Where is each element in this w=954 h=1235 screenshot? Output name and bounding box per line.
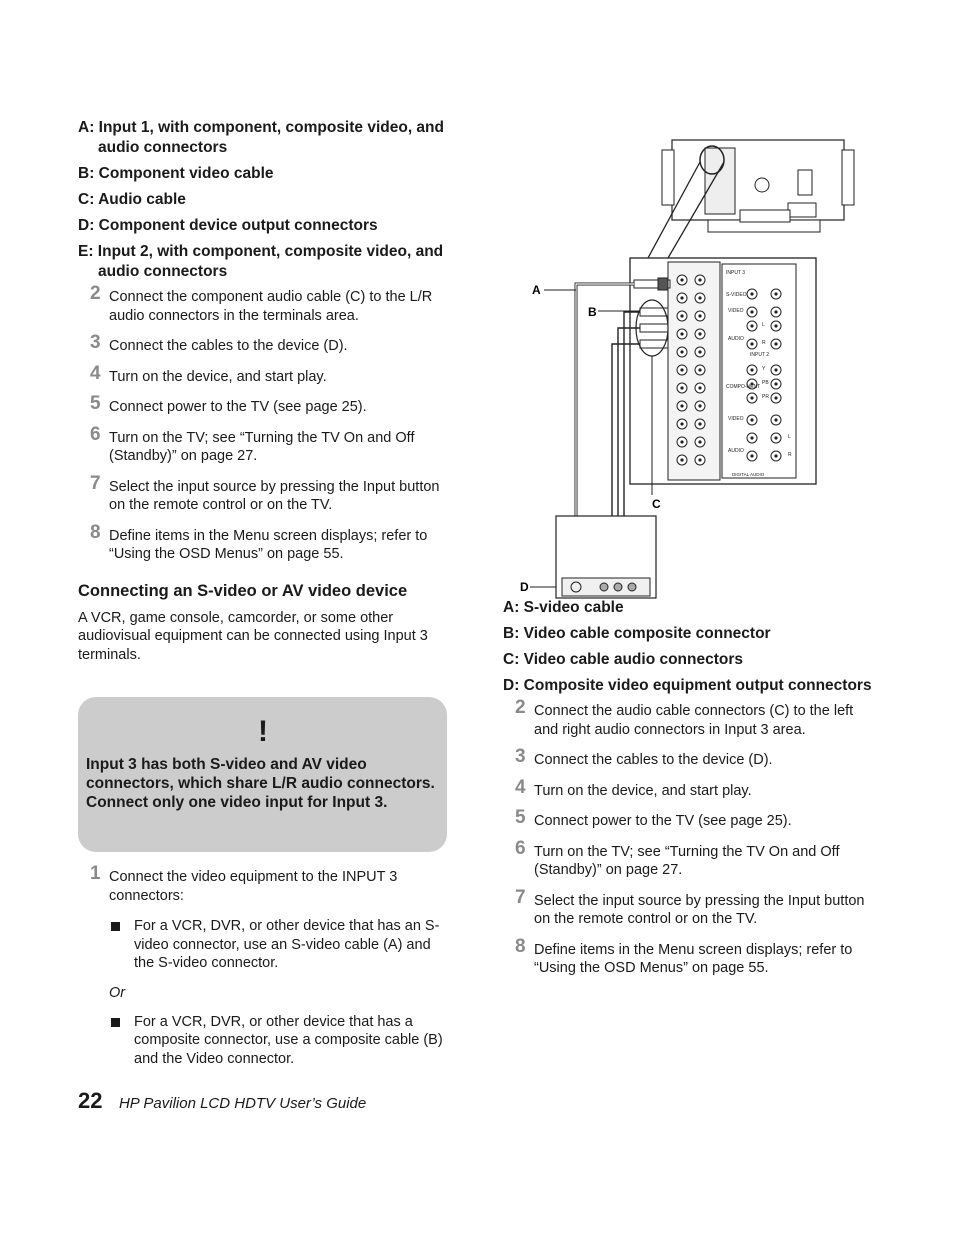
legend-item-b: B: Component video cable: [78, 165, 274, 182]
panel-label: INPUT 3: [726, 270, 746, 276]
jack-center-icon: [698, 440, 701, 443]
bullet-svideo: [78, 917, 450, 973]
jack-center-icon: [698, 458, 701, 461]
bullet-composite: [78, 1013, 450, 1069]
panel-label: PB: [762, 380, 769, 386]
jack-center-icon: [774, 396, 777, 399]
jack-center-icon: [698, 278, 701, 281]
step-text: Define items in the Menu screen displays; refer to “Using the OSD Menus” on page 55.: [109, 527, 428, 562]
jack-center-icon: [680, 368, 683, 371]
label-b: B: [588, 305, 597, 319]
panel-label: AUDIO: [728, 448, 744, 454]
step-7: [503, 886, 873, 929]
jack-center-icon: [698, 386, 701, 389]
legend-item-c: C: Audio cable: [78, 191, 186, 208]
step-8: [78, 521, 450, 564]
legend-item-d: D: Composite video equipment output connectors: [503, 677, 872, 694]
step-3: [503, 746, 873, 770]
step-7: [78, 472, 450, 515]
panel-label: COMPO-NENT: [726, 384, 761, 390]
jack-center-icon: [774, 436, 777, 439]
step-1-block: [78, 863, 450, 1080]
jack-center-icon: [680, 350, 683, 353]
exclamation-icon: !: [258, 715, 268, 748]
jack-center-icon: [750, 396, 753, 399]
input-panel-closeup: [630, 258, 816, 484]
panel-label: INPUT 2: [750, 352, 770, 358]
note-box: [78, 697, 447, 852]
panel-label: VIDEO: [728, 416, 744, 422]
panel-label: L: [762, 322, 765, 328]
legend-item-c: C: Video cable audio connectors: [503, 651, 744, 668]
step-4: [503, 776, 873, 801]
step-text: Connect the video equipment to the INPUT 3 connectors:: [109, 869, 398, 904]
step-1: [78, 863, 450, 905]
step-number: 8: [90, 521, 101, 543]
bullet-square-icon: [111, 1018, 120, 1027]
step-text: Connect the cables to the device (D).: [109, 338, 348, 354]
panel-label: VIDEO: [728, 308, 744, 314]
label-c: C: [652, 497, 661, 511]
step-text: Define items in the Menu screen displays; refer to “Using the OSD Menus” on page 55.: [534, 941, 853, 976]
jack-center-icon: [680, 404, 683, 407]
step-number: 2: [515, 697, 526, 718]
step-number: 2: [90, 283, 101, 304]
jack-center-icon: [774, 368, 777, 371]
jack-center-icon: [680, 314, 683, 317]
step-text: Turn on the device, and start play.: [109, 368, 327, 385]
step-number: 3: [90, 332, 101, 353]
step-number: 8: [515, 935, 526, 957]
step-6: [503, 837, 873, 880]
panel-label: R: [788, 452, 792, 458]
panel-label: PR: [762, 394, 769, 400]
step-text: Connect power to the TV (see page 25).: [109, 399, 367, 415]
panel-label: DIGITAL AUDIO: [732, 472, 765, 477]
step-6: [78, 423, 450, 466]
legend-item-e: E: Input 2, with component, composite video, and audio connectors: [78, 243, 444, 280]
step-number: 3: [515, 746, 526, 767]
jack-center-icon: [698, 404, 701, 407]
jack-center-icon: [750, 342, 753, 345]
step-5: [503, 807, 873, 831]
jack-center-icon: [774, 310, 777, 313]
step-number: 5: [515, 807, 526, 828]
step-text: Connect the component audio cable (C) to the L/R audio connectors in the terminals area.: [109, 289, 433, 324]
guide-title: HP Pavilion LCD HDTV User’s Guide: [118, 1095, 367, 1112]
step-2: [78, 283, 450, 325]
legend-item-a: A: S-video cable: [503, 599, 624, 616]
left-column: [78, 118, 450, 664]
step-3: [78, 332, 450, 356]
jack-center-icon: [774, 454, 777, 457]
jack-center-icon: [774, 342, 777, 345]
jack-center-icon: [750, 368, 753, 371]
connection-diagram: [500, 130, 880, 600]
step-text: Turn on the TV; see “Turning the TV On and Off (Standby)” on page 27.: [109, 429, 415, 464]
panel-label: Y: [762, 366, 766, 372]
panel-label: R: [762, 340, 766, 346]
jack-center-icon: [680, 332, 683, 335]
legend-item-b: B: Video cable composite connector: [503, 625, 771, 642]
label-d: D: [520, 580, 529, 594]
step-text: Connect power to the TV (see page 25).: [534, 813, 792, 829]
page-number: 22: [78, 1088, 103, 1113]
page-footer: [78, 1088, 366, 1114]
jack-center-icon: [774, 324, 777, 327]
step-number: 6: [90, 423, 101, 445]
legend-item-a: A: Input 1, with component, composite video, and audio connectors: [78, 119, 444, 156]
step-number: 4: [515, 776, 526, 798]
section-title: Connecting an S-video or AV video device: [78, 581, 408, 600]
jack-center-icon: [698, 314, 701, 317]
label-a: A: [532, 283, 541, 297]
bullet-square-icon: [111, 922, 120, 931]
jack-center-icon: [680, 278, 683, 281]
jack-center-icon: [680, 440, 683, 443]
step-number: 7: [90, 472, 101, 494]
step-text: Select the input source by pressing the Input button on the remote control or on the TV.: [534, 892, 865, 927]
jack-center-icon: [774, 418, 777, 421]
jack-center-icon: [680, 296, 683, 299]
step-2: [503, 697, 873, 739]
jack-center-icon: [750, 436, 753, 439]
jack-center-icon: [750, 418, 753, 421]
legend-item-d: D: Component device output connectors: [78, 217, 378, 234]
step-number: 1: [90, 863, 101, 884]
or-text: Or: [109, 984, 126, 1001]
step-number: 4: [90, 362, 101, 384]
panel-label: S-VIDEO: [726, 292, 747, 298]
jack-center-icon: [680, 458, 683, 461]
step-number: 7: [515, 886, 526, 908]
jack-center-icon: [698, 422, 701, 425]
jack-center-icon: [750, 324, 753, 327]
jack-center-icon: [680, 422, 683, 425]
jack-center-icon: [774, 382, 777, 385]
jack-center-icon: [750, 292, 753, 295]
step-5: [78, 393, 450, 417]
jack-center-icon: [698, 296, 701, 299]
av-device: [556, 516, 656, 598]
step-text: Connect the audio cable connectors (C) to the left and right audio connectors in Input 3 area.: [534, 703, 854, 738]
bullet-text: For a VCR, DVR, or other device that has a composite connector, use a composite cable (B) and the Video connector.: [134, 1013, 443, 1067]
jack-center-icon: [698, 368, 701, 371]
panel-label: L: [788, 434, 791, 440]
jack-center-icon: [698, 350, 701, 353]
step-text: Connect the cables to the device (D).: [534, 752, 773, 768]
jack-center-icon: [750, 454, 753, 457]
jack-center-icon: [774, 292, 777, 295]
step-text: Turn on the device, and start play.: [534, 782, 752, 799]
note-text: Input 3 has both S-video and AV video connectors, which share L/R audio connectors. Connect only one video input for Input 3.: [86, 756, 435, 811]
jack-center-icon: [750, 310, 753, 313]
step-text: Turn on the TV; see “Turning the TV On and Off (Standby)” on page 27.: [534, 843, 840, 878]
step-4: [78, 362, 450, 387]
step-number: 5: [90, 393, 101, 414]
step-8: [503, 935, 873, 978]
panel-label: AUDIO: [728, 336, 744, 342]
right-column: [503, 598, 873, 990]
step-text: Select the input source by pressing the Input button on the remote control or on the TV.: [109, 478, 440, 513]
jack-center-icon: [698, 332, 701, 335]
jack-center-icon: [680, 386, 683, 389]
step-number: 6: [515, 837, 526, 859]
bullet-text: For a VCR, DVR, or other device that has an S-video connector, use an S-video cable (A) and the S-video connector.: [134, 918, 440, 971]
section-intro: A VCR, game console, camcorder, or some other audiovisual equipment can be connected using Input 3 terminals.: [78, 609, 428, 663]
